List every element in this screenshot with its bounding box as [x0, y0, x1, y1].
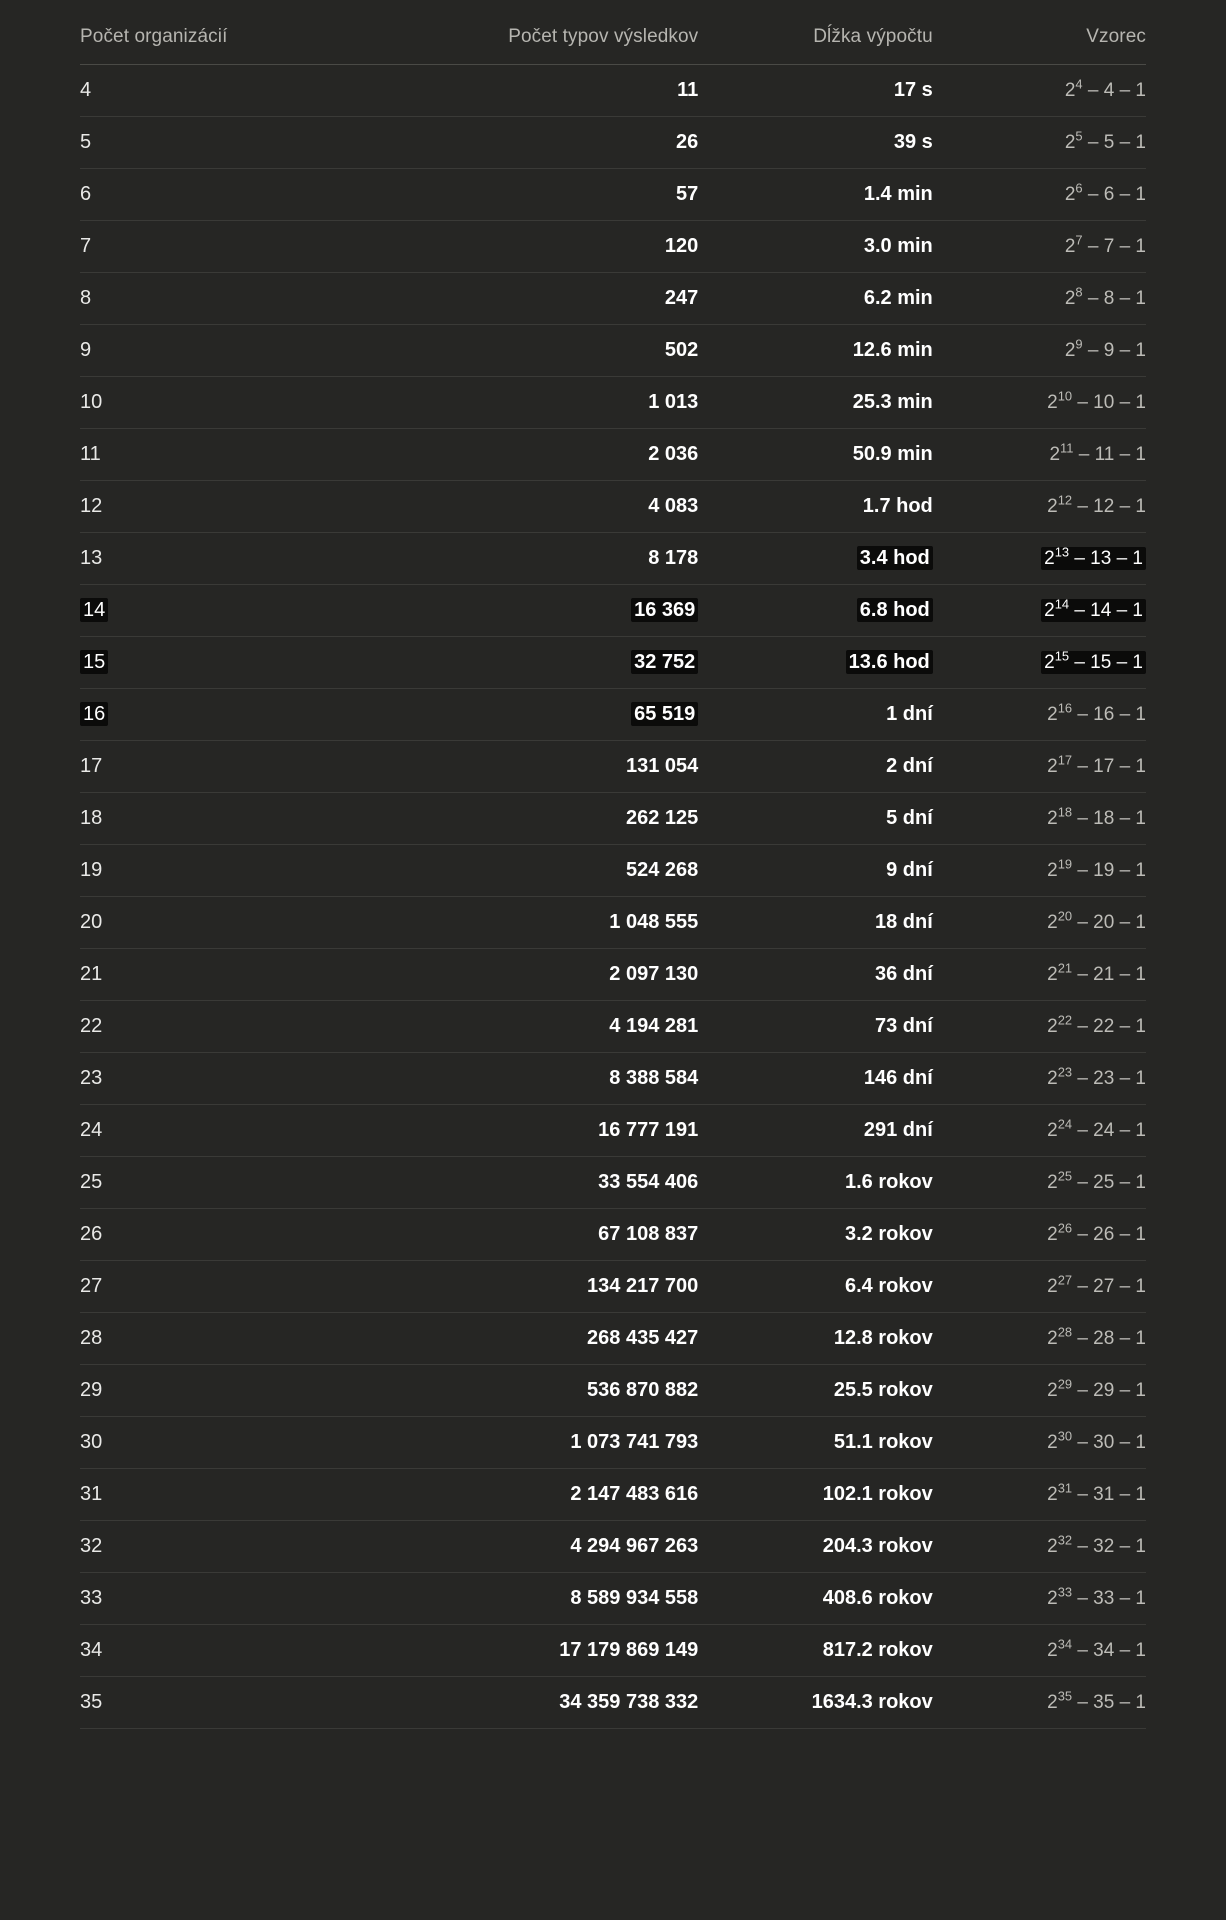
table-row: [80, 585, 1146, 637]
cell-duration: 51.1 rokov: [698, 1417, 933, 1469]
formula-expression: $2^{32} - 32 - 1$: [1047, 1532, 1146, 1557]
cell-duration: 3.2 rokov: [698, 1209, 933, 1261]
formula-exponent: 26: [1057, 1220, 1073, 1236]
formula-exponent: 8: [1075, 284, 1083, 300]
cell-formula: [933, 1157, 1146, 1209]
formula-expression: $2^{22} - 22 - 1$: [1047, 1012, 1146, 1037]
cell-result-types: 247: [378, 273, 698, 325]
table-row: [80, 481, 1146, 533]
cell-formula: [933, 533, 1146, 585]
cell-duration: [698, 585, 933, 637]
table-row: [80, 1625, 1146, 1677]
cell-organizations: 25: [80, 1157, 378, 1209]
column-header-result-types: Počet typov výsledkov: [378, 0, 698, 65]
cell-formula: [933, 221, 1146, 273]
formula-exponent: 17: [1057, 752, 1073, 768]
cell-result-types: 4 083: [378, 481, 698, 533]
cell-organizations: 21: [80, 949, 378, 1001]
cell-organizations: 7: [80, 221, 378, 273]
cell-result-types: 4 294 967 263: [378, 1521, 698, 1573]
cell-duration: [698, 637, 933, 689]
formula-exponent: 23: [1057, 1064, 1073, 1080]
cell-duration: 1.7 hod: [698, 481, 933, 533]
cell-formula: [933, 377, 1146, 429]
formula-exponent: 28: [1057, 1324, 1073, 1340]
formula-exponent: 18: [1057, 804, 1073, 820]
formula-expression: $2^{10} - 10 - 1$: [1047, 388, 1146, 413]
formula-expression: $2^{26} - 26 - 1$: [1047, 1220, 1146, 1245]
formula-exponent: 21: [1057, 960, 1073, 976]
cell-duration: 25.5 rokov: [698, 1365, 933, 1417]
cell-formula: [933, 741, 1146, 793]
formula-expression: $2^{23} - 23 - 1$: [1047, 1064, 1146, 1089]
cell-organizations: 8: [80, 273, 378, 325]
cell-formula: [933, 1261, 1146, 1313]
table-header: [80, 0, 1146, 65]
formula-exponent: 6: [1075, 180, 1083, 196]
table-row: [80, 1053, 1146, 1105]
formula-exponent: 7: [1075, 232, 1083, 248]
cell-result-types: 524 268: [378, 845, 698, 897]
cell-organizations: 29: [80, 1365, 378, 1417]
cell-duration: 1 dní: [698, 689, 933, 741]
formula-exponent: 9: [1075, 336, 1083, 352]
formula-exponent: 22: [1057, 1012, 1073, 1028]
cell-result-types: 262 125: [378, 793, 698, 845]
cell-organizations: 26: [80, 1209, 378, 1261]
formula-expression: $2^{11} - 11 - 1$: [1049, 440, 1146, 465]
table-row: [80, 1313, 1146, 1365]
table-row: [80, 1469, 1146, 1521]
cell-duration: 102.1 rokov: [698, 1469, 933, 1521]
table-row: [80, 741, 1146, 793]
cell-formula: [933, 1677, 1146, 1729]
cell-organizations: 20: [80, 897, 378, 949]
cell-formula: [933, 1313, 1146, 1365]
formula-exponent: 10: [1057, 388, 1073, 404]
table-row: [80, 1417, 1146, 1469]
highlighted-text: 15: [80, 650, 108, 674]
cell-formula: [933, 1417, 1146, 1469]
highlighted-text: 13.6 hod: [846, 650, 933, 674]
table-row: [80, 1677, 1146, 1729]
cell-duration: 817.2 rokov: [698, 1625, 933, 1677]
formula-exponent: 34: [1057, 1636, 1073, 1652]
formula-exponent: 13: [1054, 544, 1070, 560]
cell-organizations: 11: [80, 429, 378, 481]
table-row: [80, 1157, 1146, 1209]
cell-result-types: 8 589 934 558: [378, 1573, 698, 1625]
cell-formula: [933, 1521, 1146, 1573]
table-row: [80, 949, 1146, 1001]
cell-result-types: 16 777 191: [378, 1105, 698, 1157]
cell-result-types: 33 554 406: [378, 1157, 698, 1209]
cell-result-types: 2 097 130: [378, 949, 698, 1001]
cell-organizations: 32: [80, 1521, 378, 1573]
formula-exponent: 5: [1075, 128, 1083, 144]
formula-expression: $2^{35} - 35 - 1$: [1047, 1688, 1146, 1713]
cell-formula: [933, 1625, 1146, 1677]
formula-exponent: 12: [1057, 492, 1073, 508]
cell-organizations: 27: [80, 1261, 378, 1313]
cell-duration: 12.6 min: [698, 325, 933, 377]
cell-duration: 3.0 min: [698, 221, 933, 273]
cell-formula: [933, 793, 1146, 845]
cell-result-types: 26: [378, 117, 698, 169]
table-row: [80, 429, 1146, 481]
cell-organizations: 34: [80, 1625, 378, 1677]
cell-formula: [933, 897, 1146, 949]
cell-organizations: [80, 689, 378, 741]
cell-duration: 18 dní: [698, 897, 933, 949]
cell-result-types: 131 054: [378, 741, 698, 793]
cell-duration: [698, 533, 933, 585]
cell-organizations: 9: [80, 325, 378, 377]
highlighted-text: 14: [80, 598, 108, 622]
column-header-formula: Vzorec: [933, 0, 1146, 65]
column-header-organizations: Počet organizácií: [80, 0, 378, 65]
cell-duration: 204.3 rokov: [698, 1521, 933, 1573]
formula-expression: $2^6 - 6 - 1$: [1064, 180, 1146, 205]
cell-result-types: 17 179 869 149: [378, 1625, 698, 1677]
cell-organizations: 35: [80, 1677, 378, 1729]
cell-duration: 408.6 rokov: [698, 1573, 933, 1625]
table-row: [80, 637, 1146, 689]
cell-result-types: 1 073 741 793: [378, 1417, 698, 1469]
formula-expression: $2^4 - 4 - 1$: [1064, 76, 1146, 101]
formula-exponent: 33: [1057, 1584, 1073, 1600]
cell-formula: [933, 273, 1146, 325]
cell-formula: [933, 637, 1146, 689]
cell-formula: [933, 325, 1146, 377]
table-row: [80, 273, 1146, 325]
highlighted-text: 16 369: [631, 598, 698, 622]
table-row: [80, 1261, 1146, 1313]
table-body: [80, 65, 1146, 1729]
highlighted-text: 16: [80, 702, 108, 726]
formula-expression: $2^{17} - 17 - 1$: [1047, 752, 1146, 777]
table-row: [80, 169, 1146, 221]
cell-result-types: 4 194 281: [378, 1001, 698, 1053]
cell-organizations: 23: [80, 1053, 378, 1105]
formula-exponent: 15: [1054, 648, 1070, 664]
cell-result-types: 8 178: [378, 533, 698, 585]
formula-expression: $2^{18} - 18 - 1$: [1047, 804, 1146, 829]
formula-expression: $2^5 - 5 - 1$: [1064, 128, 1146, 153]
cell-duration: 9 dní: [698, 845, 933, 897]
cell-result-types: 57: [378, 169, 698, 221]
table-row: [80, 1521, 1146, 1573]
table-row: [80, 1573, 1146, 1625]
cell-duration: 5 dní: [698, 793, 933, 845]
cell-organizations: 5: [80, 117, 378, 169]
table-row: [80, 117, 1146, 169]
cell-duration: 36 dní: [698, 949, 933, 1001]
cell-formula: [933, 1209, 1146, 1261]
formula-expression: $2^9 - 9 - 1$: [1064, 336, 1146, 361]
formula-exponent: 16: [1057, 700, 1073, 716]
table-row: [80, 689, 1146, 741]
formula-expression: $2^{31} - 31 - 1$: [1047, 1480, 1146, 1505]
cell-organizations: 33: [80, 1573, 378, 1625]
cell-formula: [933, 429, 1146, 481]
cell-duration: 73 dní: [698, 1001, 933, 1053]
formula-expression: $2^{33} - 33 - 1$: [1047, 1584, 1146, 1609]
cell-formula: [933, 1365, 1146, 1417]
cell-organizations: 22: [80, 1001, 378, 1053]
cell-result-types: 2 036: [378, 429, 698, 481]
cell-result-types: 8 388 584: [378, 1053, 698, 1105]
formula-exponent: 35: [1057, 1688, 1073, 1704]
cell-organizations: [80, 637, 378, 689]
formula-exponent: 11: [1060, 440, 1074, 456]
formula-expression: $2^8 - 8 - 1$: [1064, 284, 1146, 309]
table-row: [80, 377, 1146, 429]
highlighted-text: 65 519: [631, 702, 698, 726]
cell-organizations: 4: [80, 65, 378, 117]
cell-formula: [933, 1001, 1146, 1053]
cell-result-types: 2 147 483 616: [378, 1469, 698, 1521]
cell-duration: 17 s: [698, 65, 933, 117]
cell-result-types: 134 217 700: [378, 1261, 698, 1313]
computation-length-table: [80, 0, 1146, 1729]
cell-result-types: 11: [378, 65, 698, 117]
cell-formula: [933, 949, 1146, 1001]
cell-organizations: [80, 585, 378, 637]
formula-exponent: 27: [1057, 1272, 1073, 1288]
highlighted-text: 6.8 hod: [857, 598, 933, 622]
formula-expression: $2^{25} - 25 - 1$: [1047, 1168, 1146, 1193]
cell-formula: [933, 117, 1146, 169]
cell-organizations: 12: [80, 481, 378, 533]
cell-formula: [933, 689, 1146, 741]
formula-exponent: 32: [1057, 1532, 1073, 1548]
formula-expression: $2^{15} - 15 - 1$: [1041, 651, 1146, 674]
cell-duration: 50.9 min: [698, 429, 933, 481]
cell-duration: 1.4 min: [698, 169, 933, 221]
formula-exponent: 24: [1057, 1116, 1073, 1132]
cell-duration: 1.6 rokov: [698, 1157, 933, 1209]
table-row: [80, 325, 1146, 377]
cell-duration: 6.4 rokov: [698, 1261, 933, 1313]
formula-expression: $2^{21} - 21 - 1$: [1047, 960, 1146, 985]
cell-formula: [933, 1105, 1146, 1157]
cell-organizations: 19: [80, 845, 378, 897]
table-header-row: [80, 0, 1146, 65]
cell-formula: [933, 845, 1146, 897]
cell-duration: 12.8 rokov: [698, 1313, 933, 1365]
cell-result-types: [378, 637, 698, 689]
cell-formula: [933, 169, 1146, 221]
cell-organizations: 13: [80, 533, 378, 585]
cell-organizations: 10: [80, 377, 378, 429]
table-row: [80, 533, 1146, 585]
cell-duration: 39 s: [698, 117, 933, 169]
cell-result-types: 536 870 882: [378, 1365, 698, 1417]
cell-result-types: 67 108 837: [378, 1209, 698, 1261]
table-row: [80, 897, 1146, 949]
cell-duration: 2 dní: [698, 741, 933, 793]
formula-expression: $2^7 - 7 - 1$: [1064, 232, 1146, 257]
highlighted-text: 32 752: [631, 650, 698, 674]
cell-result-types: 502: [378, 325, 698, 377]
formula-expression: $2^{14} - 14 - 1$: [1041, 599, 1146, 622]
cell-result-types: 34 359 738 332: [378, 1677, 698, 1729]
table-row: [80, 1209, 1146, 1261]
formula-exponent: 4: [1075, 76, 1083, 92]
cell-result-types: [378, 689, 698, 741]
cell-formula: [933, 1053, 1146, 1105]
highlighted-text: 3.4 hod: [857, 546, 933, 570]
formula-expression: $2^{29} - 29 - 1$: [1047, 1376, 1146, 1401]
cell-organizations: 28: [80, 1313, 378, 1365]
table-row: [80, 1105, 1146, 1157]
cell-duration: 25.3 min: [698, 377, 933, 429]
cell-result-types: [378, 585, 698, 637]
cell-formula: [933, 1573, 1146, 1625]
formula-exponent: 14: [1054, 596, 1070, 612]
cell-result-types: 120: [378, 221, 698, 273]
cell-organizations: 18: [80, 793, 378, 845]
formula-expression: $2^{20} - 20 - 1$: [1047, 908, 1146, 933]
cell-result-types: 1 013: [378, 377, 698, 429]
formula-exponent: 29: [1057, 1376, 1073, 1392]
formula-exponent: 30: [1057, 1428, 1073, 1444]
cell-duration: 291 dní: [698, 1105, 933, 1157]
formula-expression: $2^{27} - 27 - 1$: [1047, 1272, 1146, 1297]
column-header-duration: Dĺžka výpočtu: [698, 0, 933, 65]
formula-expression: $2^{30} - 30 - 1$: [1047, 1428, 1146, 1453]
formula-expression: $2^{12} - 12 - 1$: [1047, 492, 1146, 517]
formula-expression: $2^{13} - 13 - 1$: [1041, 547, 1146, 570]
cell-duration: 6.2 min: [698, 273, 933, 325]
formula-expression: $2^{24} - 24 - 1$: [1047, 1116, 1146, 1141]
table-row: [80, 793, 1146, 845]
cell-formula: [933, 481, 1146, 533]
formula-exponent: 31: [1057, 1480, 1073, 1496]
cell-duration: 146 dní: [698, 1053, 933, 1105]
table-row: [80, 1001, 1146, 1053]
formula-expression: $2^{16} - 16 - 1$: [1047, 700, 1146, 725]
formula-exponent: 19: [1057, 856, 1073, 872]
formula-expression: $2^{19} - 19 - 1$: [1047, 856, 1146, 881]
cell-organizations: 31: [80, 1469, 378, 1521]
formula-expression: $2^{28} - 28 - 1$: [1047, 1324, 1146, 1349]
formula-exponent: 25: [1057, 1168, 1073, 1184]
cell-formula: [933, 1469, 1146, 1521]
cell-formula: [933, 65, 1146, 117]
formula-expression: $2^{34} - 34 - 1$: [1047, 1636, 1146, 1661]
table-row: [80, 845, 1146, 897]
cell-organizations: 30: [80, 1417, 378, 1469]
table-row: [80, 1365, 1146, 1417]
formula-exponent: 20: [1057, 908, 1073, 924]
cell-organizations: 6: [80, 169, 378, 221]
cell-result-types: 268 435 427: [378, 1313, 698, 1365]
cell-result-types: 1 048 555: [378, 897, 698, 949]
cell-duration: 1634.3 rokov: [698, 1677, 933, 1729]
table-row: [80, 65, 1146, 117]
cell-organizations: 24: [80, 1105, 378, 1157]
cell-organizations: 17: [80, 741, 378, 793]
table-row: [80, 221, 1146, 273]
cell-formula: [933, 585, 1146, 637]
